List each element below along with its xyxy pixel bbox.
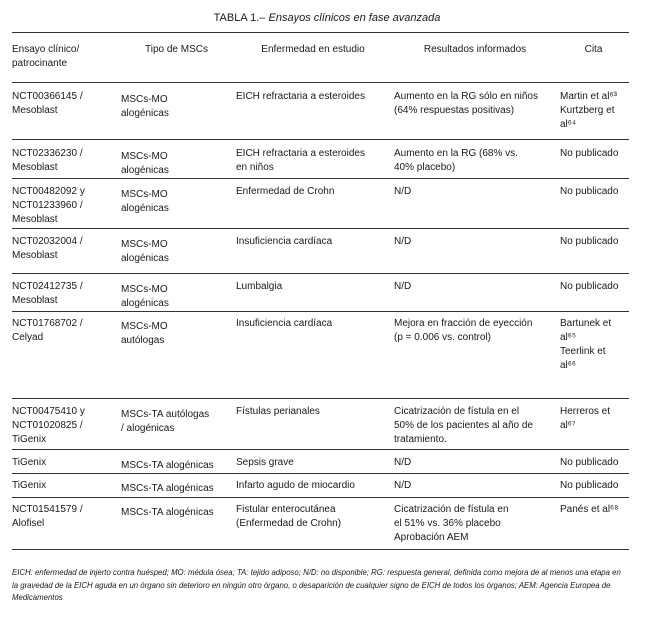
cell-tipo: MSCs-MO alogénicas — [119, 140, 234, 179]
cell-tipo: MSCs-MO alogénicas — [119, 179, 234, 229]
table-footnote: EICH: enfermedad de injerto contra huésped; MO: médula ósea; TA: tejido adiposo; N/D: no disponible; RG: respuesta general, definida como mejora de al menos una etapa en la gravedad de la EICH aguda en un órgano sin deterioro en ningún otro órgano, o desaparición de cualquier signo de EICH de todos los órganos; AEM: Agencia Europea de Medicamentos — [12, 568, 621, 602]
cell-resultados: Cicatrización de fístula en el 50% de los pacientes al año de tratamiento. — [392, 399, 558, 450]
table-row — [12, 179, 629, 229]
cell-enfermedad: Insuficiencia cardíaca — [234, 229, 392, 274]
cell-tipo: MSCs-MO alogénicas — [119, 83, 234, 140]
cell-ensayo: NCT02336230 / Mesoblast — [12, 140, 119, 179]
cell-enfermedad: Insuficiencia cardíaca — [234, 312, 392, 399]
table-title-caption: Ensayos clínicos en fase avanzada — [268, 12, 441, 24]
cell-enfermedad: Sepsis grave — [234, 450, 392, 474]
cell-ensayo: NCT02412735 / Mesoblast — [12, 274, 119, 312]
cell-ensayo: TiGenix — [12, 450, 119, 474]
cell-tipo: MSCs-MO autólogas — [119, 312, 234, 399]
cell-enfermedad: EICH refractaria a esteroides en niños — [234, 140, 392, 179]
cell-tipo: MSCs-TA alogénicas — [119, 474, 234, 498]
cell-cita: No publicado — [558, 450, 629, 474]
cell-resultados: N/D — [392, 229, 558, 274]
header-ensayo: Ensayo clínico/ patrocinante — [12, 38, 119, 83]
cell-cita: Bartunek et al⁶⁵ Teerlink et al⁶⁶ — [558, 312, 629, 399]
cell-ensayo: NCT01768702 / Celyad — [12, 312, 119, 399]
cell-cita: No publicado — [558, 474, 629, 498]
cell-resultados: Aumento en la RG sólo en niños (64% respuestas positivas) — [392, 83, 558, 140]
cell-enfermedad: Fístulas perianales — [234, 399, 392, 450]
header-tipo: Tipo de MSCs — [119, 38, 234, 83]
cell-ensayo: NCT00366145 / Mesoblast — [12, 83, 119, 140]
cell-resultados: Mejora en fracción de eyección (p = 0.006 vs. control) — [392, 312, 558, 399]
table-header-row — [12, 38, 629, 83]
cell-resultados: Aumento en la RG (68% vs. 40% placebo) — [392, 140, 558, 179]
cell-enfermedad: Enfermedad de Crohn — [234, 179, 392, 229]
table-row — [12, 498, 629, 550]
header-enfermedad: Enfermedad en estudio — [234, 38, 392, 83]
cell-ensayo: NCT00475410 y NCT01020825 / TiGenix — [12, 399, 119, 450]
cell-resultados: N/D — [392, 474, 558, 498]
header-cita: Cita — [558, 38, 629, 83]
table-row — [12, 274, 629, 312]
cell-cita: Herreros et al⁶⁷ — [558, 399, 629, 450]
table-row — [12, 312, 629, 399]
cell-tipo: MSCs-TA autólogas / alogénicas — [119, 399, 234, 450]
table-row — [12, 474, 629, 498]
table-title — [0, 12, 654, 24]
table-row — [12, 229, 629, 274]
cell-cita: No publicado — [558, 229, 629, 274]
cell-enfermedad: Infarto agudo de miocardio — [234, 474, 392, 498]
cell-cita: No publicado — [558, 140, 629, 179]
header-resultados: Resultados informados — [392, 38, 558, 83]
cell-enfermedad: Fistular enterocutánea (Enfermedad de Crohn) — [234, 498, 392, 550]
cell-cita: No publicado — [558, 179, 629, 229]
cell-resultados: N/D — [392, 179, 558, 229]
cell-resultados: Cicatrización de fístula en el 51% vs. 36% placebo Aprobación AEM — [392, 498, 558, 550]
cell-ensayo: TiGenix — [12, 474, 119, 498]
table-row — [12, 450, 629, 474]
table-title-prefix: TABLA 1.– — [213, 12, 266, 24]
cell-cita: Martin et al⁶³ Kurtzberg et al⁶⁴ — [558, 83, 629, 140]
table-row — [12, 399, 629, 450]
cell-resultados: N/D — [392, 450, 558, 474]
cell-cita: Panés et al⁶⁸ — [558, 498, 629, 550]
table-row — [12, 83, 629, 140]
cell-tipo: MSCs-MO alogénicas — [119, 229, 234, 274]
table-row — [12, 140, 629, 179]
cell-tipo: MSCs-TA alogénicas — [119, 450, 234, 474]
top-rule — [12, 32, 629, 33]
cell-enfermedad: EICH refractaria a esteroides — [234, 83, 392, 140]
clinical-trials-table — [12, 38, 629, 550]
cell-tipo: MSCs-MO alogénicas — [119, 274, 234, 312]
cell-enfermedad: Lumbalgia — [234, 274, 392, 312]
cell-ensayo: NCT00482092 y NCT01233960 / Mesoblast — [12, 179, 119, 229]
cell-resultados: N/D — [392, 274, 558, 312]
cell-cita: No publicado — [558, 274, 629, 312]
cell-tipo: MSCs-TA alogénicas — [119, 498, 234, 550]
cell-ensayo: NCT01541579 / Alofisel — [12, 498, 119, 550]
cell-ensayo: NCT02032004 / Mesoblast — [12, 229, 119, 274]
